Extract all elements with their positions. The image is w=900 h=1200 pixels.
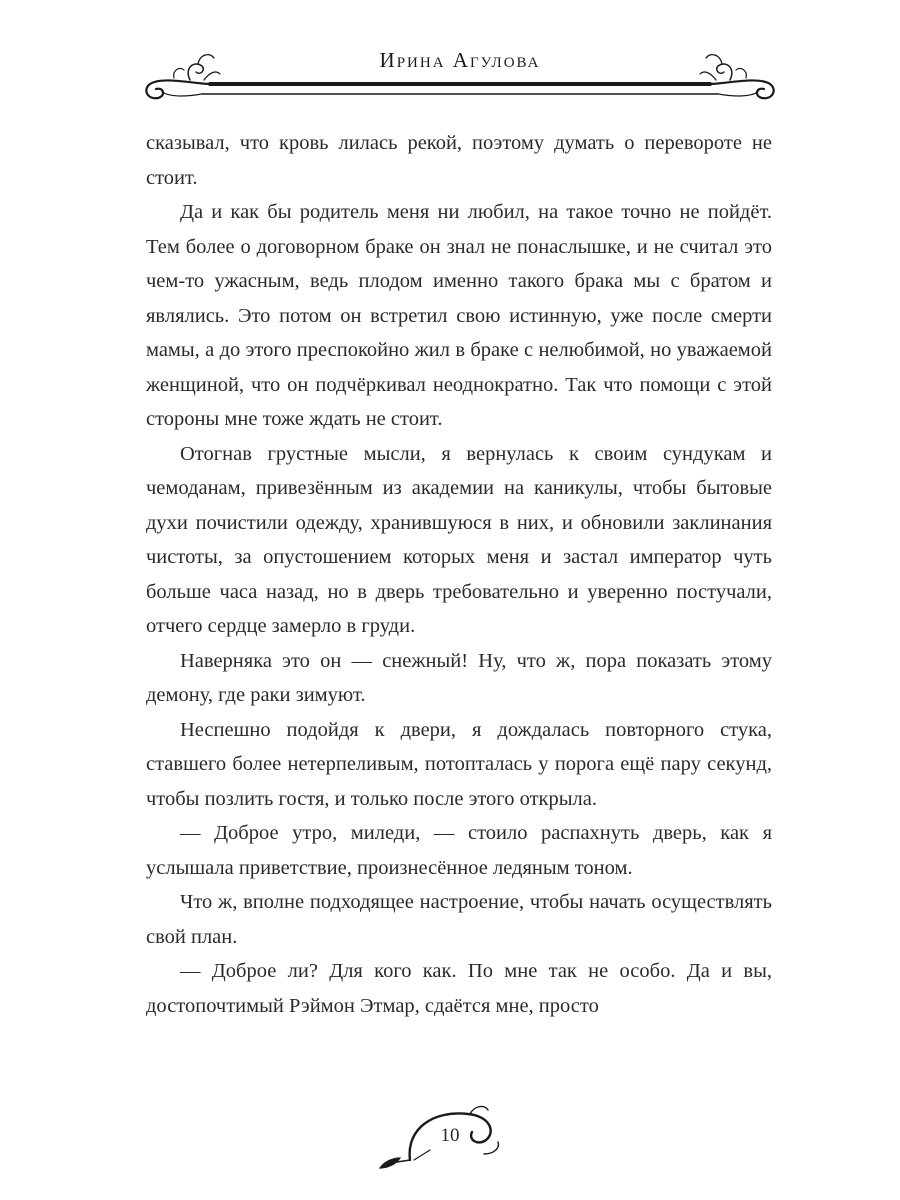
page-number: 10 xyxy=(440,1125,460,1146)
page-header xyxy=(140,40,780,112)
author-name: Ирина Агулова xyxy=(379,48,541,72)
dialogue-paragraph: — Доброе утро, миледи, — стоило распахнуть дверь, как я услышала приветствие, произнесённое ледяным тоном. xyxy=(146,822,772,879)
paragraph: Да и как бы родитель меня ни любил, на такое точно не пойдёт. Тем более о договорном браке он знал не понаслышке, и не считал это чем-то ужасным, ведь плодом именно такого брака мы с братом и являлись. Это потом он встретил свою истинную, уже после смерти мамы, а до этого преспокойно жил в браке с нелюбимой, но уважаемой женщиной, что он подчёркивал неоднократно. Так что помощи с этой стороны мне тоже ждать не стоит. xyxy=(146,201,772,430)
paragraph: Отогнав грустные мысли, я вернулась к своим сундукам и чемоданам, привезённым из академии на каникулы, чтобы бытовые духи почистили одежду, хранившуюся в них, и обновили заклинания чистоты, за опустошением которых меня и застал император чуть больше часа назад, но в дверь требовательно и уверенно постучали, отчего сердце замерло в груди. xyxy=(146,442,772,637)
paragraph: сказывал, что кровь лилась рекой, поэтому думать о перевороте не стоит. xyxy=(146,132,772,189)
paragraph: Что ж, вполне подходящее настроение, чтобы начать осуществлять свой план. xyxy=(146,891,772,948)
page-body xyxy=(146,126,772,1023)
paragraph: Наверняка это он — снежный! Ну, что ж, пора показать этому демону, где раки зимуют. xyxy=(146,649,772,706)
dialogue-paragraph: — Доброе ли? Для кого как. По мне так не особо. Да и вы, достопочтимый Рэймон Этмар, сдаётся мне, просто xyxy=(146,960,772,1017)
page-footer xyxy=(370,1098,530,1172)
paragraph: Неспешно подойдя к двери, я дождалась повторного стука, ставшего более нетерпеливым, потопталась у порога ещё пару секунд, чтобы позлить гостя, и только после этого открыла. xyxy=(146,718,772,810)
